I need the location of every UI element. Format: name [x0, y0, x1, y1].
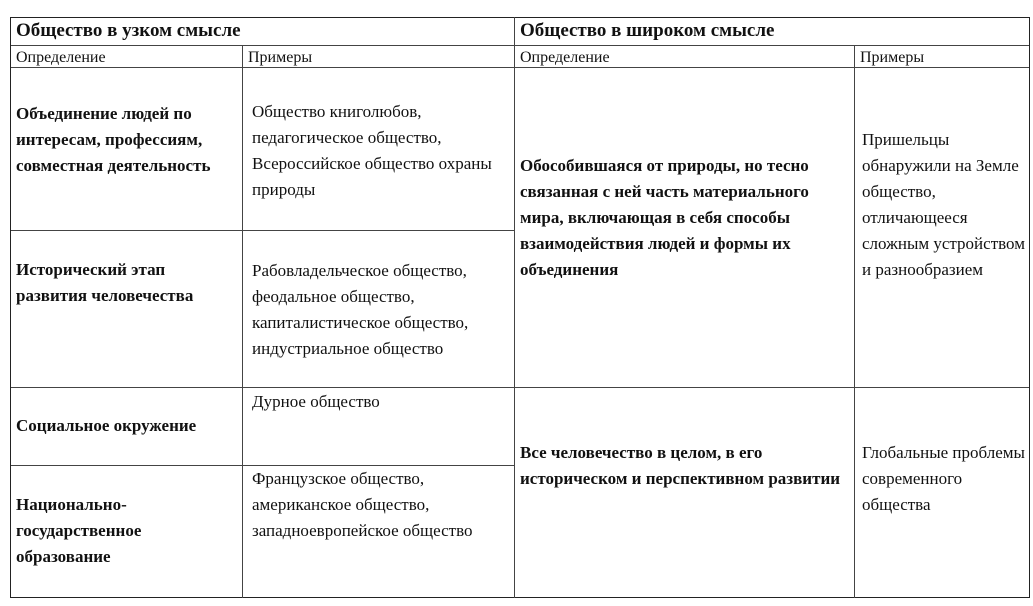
narrow-title: Общество в узком смысле: [16, 20, 241, 41]
narrow-row2-examples: Рабовладельческое общество, феодальное общество, капиталистическое общество, индустриальное общество: [252, 261, 469, 358]
row1-divider: [10, 230, 514, 231]
narrow-row1-definition: Объединение людей по интересам, профессиям, совместная деятельность: [16, 104, 211, 175]
broad-col-examples: Примеры: [860, 49, 925, 66]
col-divider-3: [854, 45, 855, 598]
broad-row1-definition: Обособившаяся от природы, но тесно связанная с ней часть материального мира, включающая в себя способы взаимодействия людей и формы их объединения: [520, 156, 809, 279]
narrow-col-examples: Примеры: [248, 49, 313, 66]
col-divider-1: [242, 45, 243, 598]
broad-row2-examples: Глобальные проблемы современного общества: [862, 443, 1025, 514]
col-divider-2: [514, 17, 515, 598]
broad-title: Общество в широком смысле: [520, 20, 775, 41]
narrow-row3-definition: Социальное окружение: [16, 416, 197, 435]
row2-divider: [10, 387, 1030, 388]
narrow-row4-examples: Французское общество, американское общество, западноевропейское общество: [252, 469, 473, 540]
narrow-row2-definition: Исторический этап развития человечества: [16, 260, 194, 305]
narrow-row1-examples: Общество книголюбов, педагогическое общество, Всероссийское общество охраны природы: [252, 102, 492, 199]
table-bottom-border: [10, 597, 1030, 598]
narrow-row4-definition: Национально-государственное образование: [16, 495, 142, 566]
society-table: [10, 17, 1030, 598]
table-right-border: [1029, 17, 1030, 598]
narrow-col-definition: Определение: [16, 49, 106, 66]
broad-row2-definition: Все человечество в целом, в его историческом и перспективном развитии: [520, 443, 841, 488]
narrow-row3-examples: Дурное общество: [252, 392, 380, 411]
broad-col-definition: Определение: [520, 49, 610, 66]
broad-row1-examples: Пришельцы обнаружили на Земле общество, отличающееся сложным устройством и разнообразием: [862, 130, 1025, 279]
